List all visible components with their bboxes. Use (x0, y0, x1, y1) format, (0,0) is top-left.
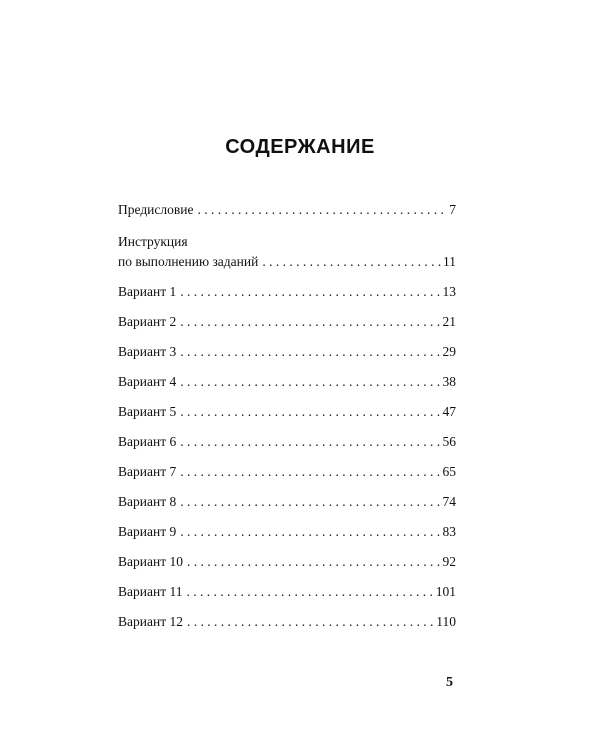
dot-leader (197, 200, 447, 220)
toc-entry-variant-11[interactable] (118, 582, 456, 602)
toc-entry-label: Предисловие (118, 202, 194, 217)
dot-leader (186, 582, 433, 602)
toc-entry-variant-6[interactable] (118, 432, 456, 452)
toc-entry-label: Вариант 4 (118, 374, 177, 389)
toc-entry-page: 101 (435, 584, 456, 599)
toc-entry-variant-9[interactable] (118, 522, 456, 542)
toc-entry-label: Инструкция (118, 234, 188, 249)
dot-leader (262, 252, 441, 272)
toc-entry-variant-8[interactable] (118, 492, 456, 512)
toc-entry-page: 92 (442, 554, 456, 569)
toc-entry-label: Вариант 8 (118, 494, 177, 509)
dot-leader (180, 432, 440, 452)
toc-entry-label: Вариант 2 (118, 314, 177, 329)
toc-entry-page: 11 (443, 254, 456, 269)
dot-leader (180, 522, 440, 542)
toc-entry-variant-7[interactable] (118, 462, 456, 482)
table-of-contents (118, 200, 456, 642)
dot-leader (180, 462, 440, 482)
toc-entry-label: Вариант 3 (118, 344, 177, 359)
dot-leader (180, 492, 440, 512)
dot-leader (180, 372, 440, 392)
toc-entry-preface[interactable] (118, 200, 456, 220)
toc-entry-page: 110 (436, 614, 456, 629)
dot-leader (180, 342, 440, 362)
toc-entry-page: 83 (442, 524, 456, 539)
toc-entry-page: 21 (442, 314, 456, 329)
toc-entry-page: 47 (442, 404, 456, 419)
dot-leader (180, 282, 440, 302)
toc-entry-variant-10[interactable] (118, 552, 456, 572)
toc-entry-page: 29 (442, 344, 456, 359)
toc-entry-instructions[interactable] (118, 232, 456, 272)
toc-entry-variant-2[interactable] (118, 312, 456, 332)
toc-entry-page: 7 (449, 202, 456, 217)
toc-entry-label-continued: по выполнению заданий (118, 254, 259, 269)
toc-entry-page: 65 (442, 464, 456, 479)
toc-entry-label: Вариант 9 (118, 524, 177, 539)
dot-leader (187, 612, 434, 632)
toc-entry-page: 38 (442, 374, 456, 389)
toc-entry-label: Вариант 10 (118, 554, 183, 569)
dot-leader (180, 402, 440, 422)
toc-entry-label: Вариант 12 (118, 614, 183, 629)
page-number: 5 (446, 675, 453, 690)
toc-entry-variant-1[interactable] (118, 282, 456, 302)
dot-leader (180, 312, 440, 332)
toc-entry-label: Вариант 5 (118, 404, 177, 419)
page-title: СОДЕРЖАНИЕ (225, 136, 375, 158)
toc-entry-label: Вариант 11 (118, 584, 183, 599)
toc-entry-variant-12[interactable] (118, 612, 456, 632)
toc-entry-variant-4[interactable] (118, 372, 456, 392)
toc-entry-page: 56 (442, 434, 456, 449)
toc-entry-page: 74 (442, 494, 456, 509)
toc-entry-variant-3[interactable] (118, 342, 456, 362)
toc-entry-label: Вариант 6 (118, 434, 177, 449)
toc-entry-page: 13 (442, 284, 456, 299)
toc-entry-variant-5[interactable] (118, 402, 456, 422)
toc-entry-label: Вариант 1 (118, 284, 177, 299)
toc-entry-label: Вариант 7 (118, 464, 177, 479)
dot-leader (187, 552, 441, 572)
